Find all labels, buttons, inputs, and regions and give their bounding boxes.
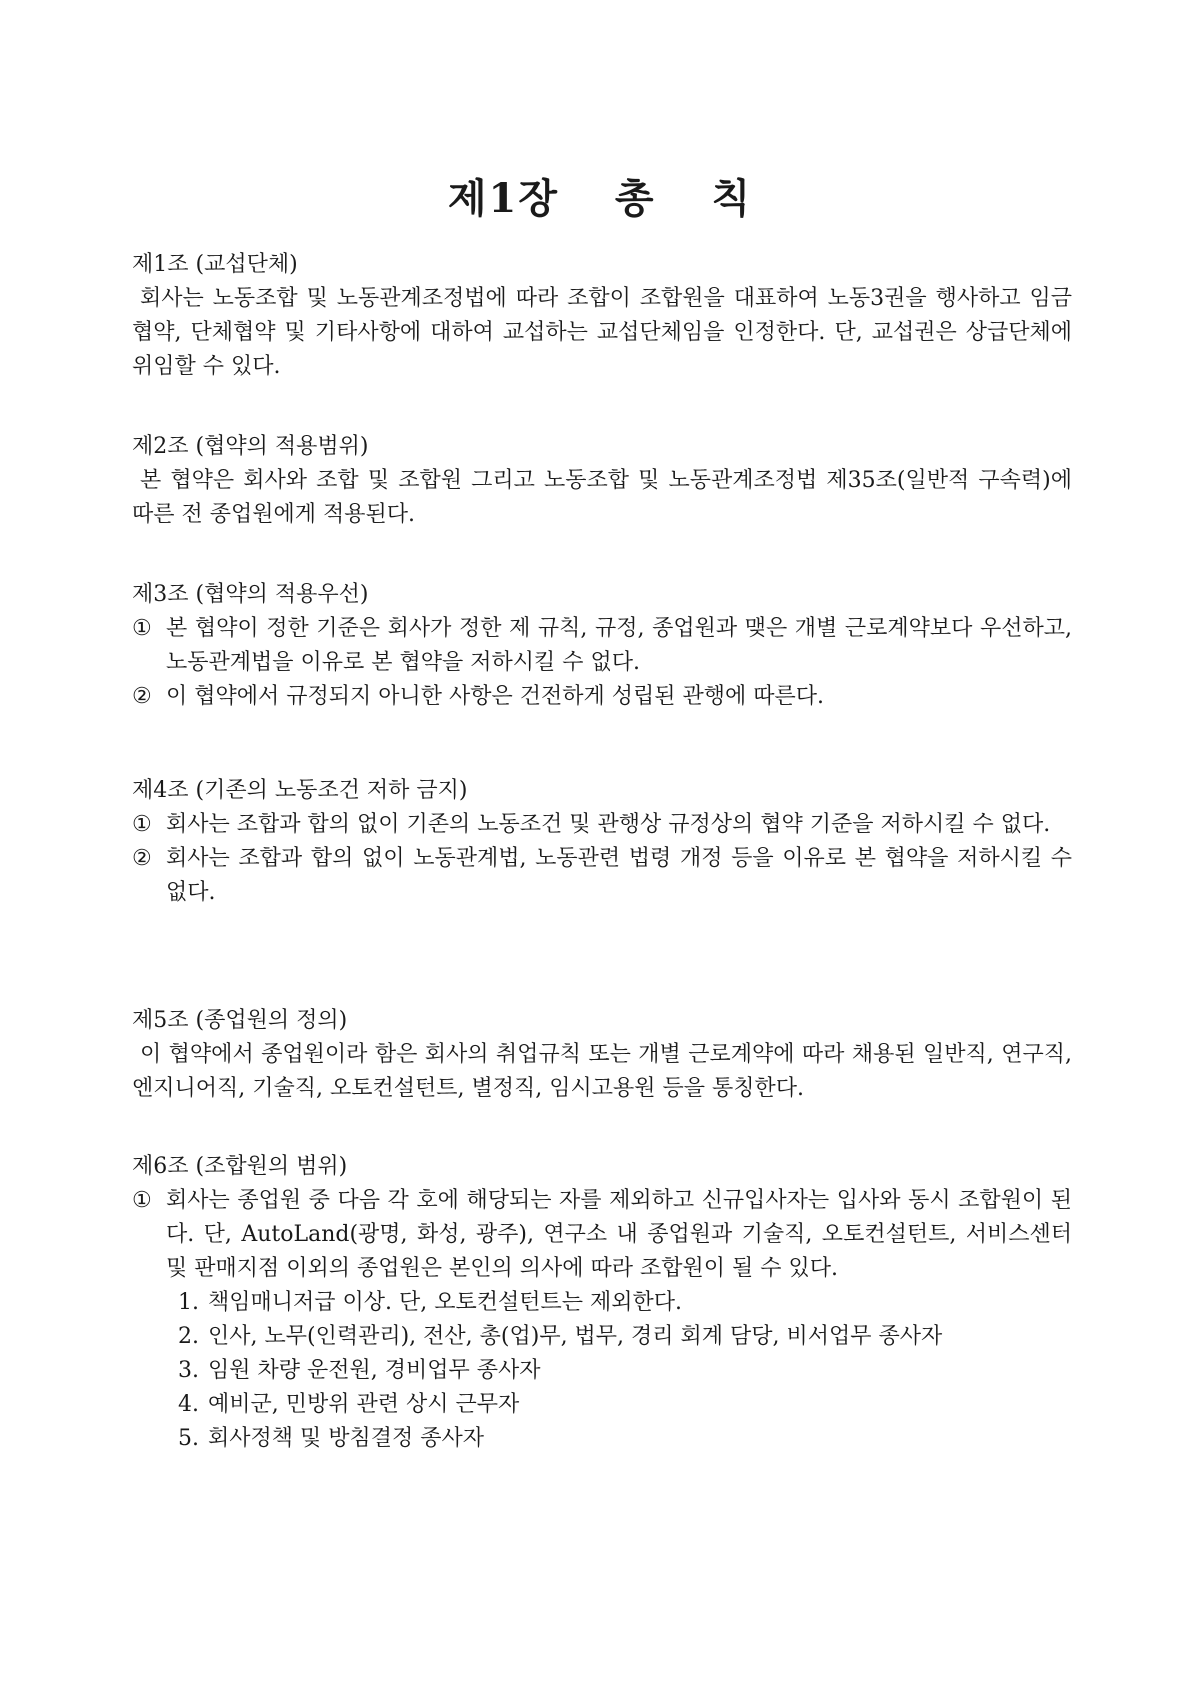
clause-number: ② bbox=[132, 684, 152, 709]
clause bbox=[132, 680, 1072, 714]
article-body: 회사는 노동조합 및 노동관계조정법에 따라 조합이 조합원을 대표하여 노동3권을 행사하고 임금협약, 단체협약 및 기타사항에 대하여 교섭하는 교섭단체임을 인정한다. 단, 교섭권은 상급단체에 위임할 수 있다. bbox=[132, 286, 1072, 379]
article-4 bbox=[132, 774, 1072, 910]
article-body: 이 협약에서 종업원이라 함은 회사의 취업규칙 또는 개별 근로계약에 따라 채용된 일반직, 연구직, 엔지니어직, 기술직, 오토컨설턴트, 별정직, 임시고용원 등을 통칭한다. bbox=[132, 1042, 1072, 1101]
item-text: 인사, 노무(인력관리), 전산, 총(업)무, 법무, 경리 회계 담당, 비서업무 종사자 bbox=[208, 1324, 943, 1349]
article-body: 본 협약은 회사와 조합 및 조합원 그리고 노동조합 및 노동관계조정법 제35조(일반적 구속력)에 따른 전 종업원에게 적용된다. bbox=[132, 468, 1072, 527]
list-item bbox=[178, 1388, 1072, 1422]
clause-number: ② bbox=[132, 846, 152, 871]
article-6 bbox=[132, 1150, 1072, 1456]
list-item bbox=[178, 1422, 1072, 1456]
clause-text: 이 협약에서 규정되지 아니한 사항은 건전하게 성립된 관행에 따른다. bbox=[166, 684, 824, 709]
clause-text: 본 협약이 정한 기준은 회사가 정한 제 규칙, 규정, 종업원과 맺은 개별 근로계약보다 우선하고, 노동관계법을 이유로 본 협약을 저하시킬 수 없다. bbox=[166, 616, 1072, 675]
article-title: 제6조 (조합원의 범위) bbox=[132, 1154, 348, 1179]
item-text: 책임매니저급 이상. 단, 오토컨설턴트는 제외한다. bbox=[208, 1290, 682, 1315]
item-number: 1. bbox=[178, 1290, 199, 1315]
article-5 bbox=[132, 1004, 1072, 1106]
list-item bbox=[178, 1286, 1072, 1320]
clause-text: 회사는 조합과 합의 없이 기존의 노동조건 및 관행상 규정상의 협약 기준을 저하시킬 수 없다. bbox=[166, 812, 1051, 837]
article-3 bbox=[132, 578, 1072, 714]
item-number: 4. bbox=[178, 1392, 199, 1417]
clause bbox=[132, 612, 1072, 680]
clause-number: ① bbox=[132, 812, 152, 837]
item-number: 3. bbox=[178, 1358, 199, 1383]
item-number: 5. bbox=[178, 1426, 199, 1451]
clause-number: ① bbox=[132, 616, 152, 641]
list-item bbox=[178, 1354, 1072, 1388]
clause bbox=[132, 1184, 1072, 1286]
item-text: 예비군, 민방위 관련 상시 근무자 bbox=[208, 1392, 520, 1417]
chapter-title: 제1장 총 칙 bbox=[447, 174, 753, 222]
clause-number: ① bbox=[132, 1188, 152, 1213]
item-number: 2. bbox=[178, 1324, 199, 1349]
exclusion-list bbox=[132, 1286, 1072, 1456]
article-title: 제3조 (협약의 적용우선) bbox=[132, 582, 369, 607]
clause bbox=[132, 842, 1072, 910]
item-text: 회사정책 및 방침결정 종사자 bbox=[208, 1426, 485, 1451]
article-2 bbox=[132, 430, 1072, 532]
article-title: 제5조 (종업원의 정의) bbox=[132, 1008, 348, 1033]
clause-text: 회사는 종업원 중 다음 각 호에 해당되는 자를 제외하고 신규입사자는 입사와 동시 조합원이 된다. 단, AutoLand(광명, 화성, 광주), 연구소 내 종업원과 기술직, 오토컨설턴트, 서비스센터 및 판매지점 이외의 종업원은 본인의 의사에 따라 조합원이 될 수 있다. bbox=[166, 1188, 1072, 1281]
article-title: 제1조 (교섭단체) bbox=[132, 252, 298, 277]
clause-text: 회사는 조합과 합의 없이 노동관계법, 노동관련 법령 개정 등을 이유로 본 협약을 저하시킬 수 없다. bbox=[166, 846, 1072, 905]
article-title: 제2조 (협약의 적용범위) bbox=[132, 434, 369, 459]
item-text: 임원 차량 운전원, 경비업무 종사자 bbox=[208, 1358, 541, 1383]
article-title: 제4조 (기존의 노동조건 저하 금지) bbox=[132, 778, 468, 803]
article-1 bbox=[132, 248, 1072, 384]
list-item bbox=[178, 1320, 1072, 1354]
clause bbox=[132, 808, 1072, 842]
